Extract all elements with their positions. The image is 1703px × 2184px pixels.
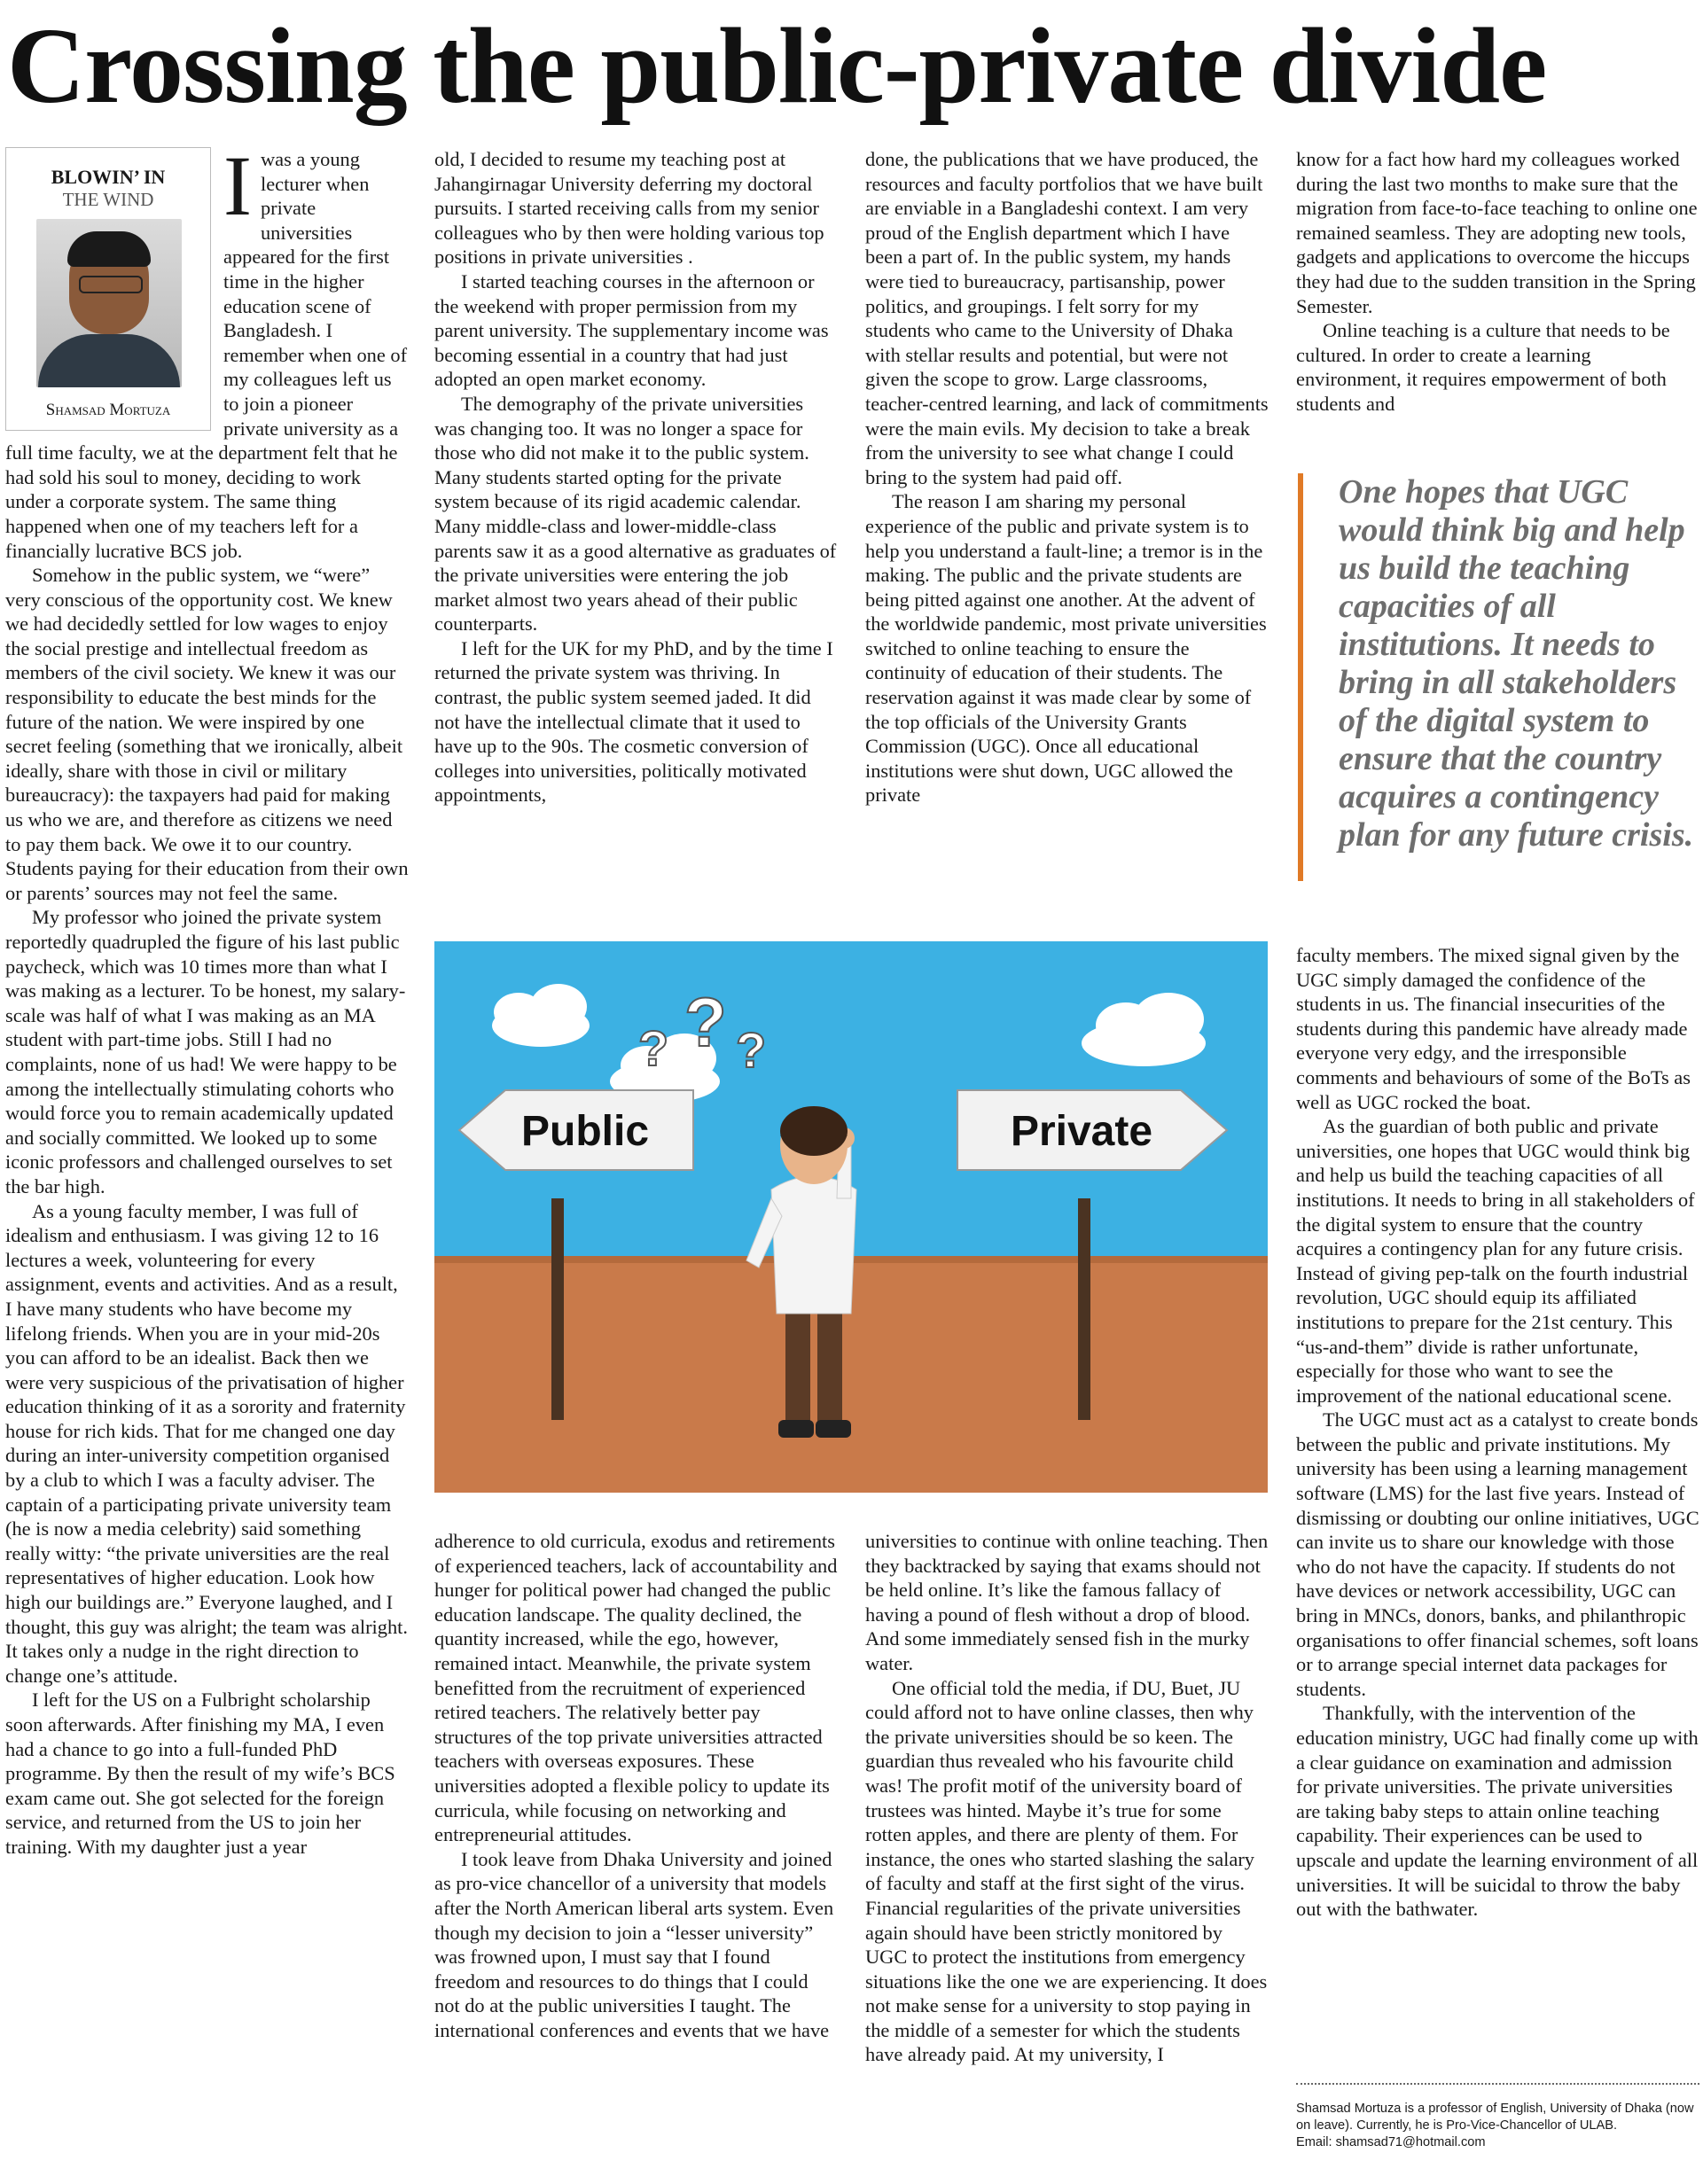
paragraph: The UGC must act as a catalyst to create bonds between the public and private institutions. My university has been using a learning management software (LMS) for the last five years. Instead of dismissing or doubting our online initiatives, UGC can invite us to share our knowledge with those who do not have the capacity. If students do not have devices or network accessibility, UGC can bring in MNCs, donors, banks, and philanthropic organisations to offer financial schemes, soft loans or to arrange special internet data packages for students. [1296, 1408, 1699, 1700]
question-mark-icon: ? [684, 983, 727, 1061]
private-sign-label: Private [1010, 1108, 1153, 1155]
paragraph: I left for the US on a Fulbright scholarship soon afterwards. After finishing my MA, I even had a chance to go into a full-funded PhD programme. By then the result of my wife’s BCS exam came out. She got selected for the foreign service, and returned from the US to join her training. With my daughter just a year [5, 1689, 395, 1858]
author-bio-text: Shamsad Mortuza is a professor of English, University of Dhaka (now on leave). Currently, he is Pro-Vice-Chancellor of ULAB. [1296, 2102, 1694, 2133]
paragraph: adherence to old curricula, exodus and retirements of experienced teachers, lack of accountability and hunger for political power had changed the public education landscape. The quality declined, the quantity increased, while the ego, however, remained intact. Meanwhile, the private system benefitted from the recruitment of experienced retired teachers. The relatively better pay structures of the top private universities attracted teachers with overseas exposures. These universities adopted a flexible policy to update its curricula, while focusing on networking and entrepreneurial attitudes. [434, 1530, 838, 1846]
column-2-top [434, 147, 838, 807]
paragraph: Thankfully, with the intervention of the education ministry, UGC had finally come up with a clear guidance on examination and admission for private universities. The private universities are taking baby steps to attain online teaching capability. Their experiences can be used to upscale and update the learning environment of all universities. It will be suicidal to throw the baby out with the bathwater. [1296, 1702, 1699, 1921]
pull-quote [1298, 473, 1699, 881]
column-title: BLOWIN’ IN [51, 166, 166, 188]
paragraph: The demography of the private universities was changing too. It was no longer a space for those who did not make it to the public system. Many students started opting for the private system because of its rigid academic calendar. Many middle-class and lower-middle-class parents saw it as a good alternative as graduates of the private universities were entering the job market almost two years ahead of their public counterparts. [434, 392, 837, 636]
author-email: Email: shamsad71@hotmail.com [1296, 2135, 1486, 2149]
headline: Crossing the public-private divide [7, 6, 1547, 126]
paragraph: Online teaching is a culture that needs to be cultured. In order to create a learning environment, it requires empowerment of both students and [1296, 319, 1670, 415]
paragraph: done, the publications that we have produced, the resources and faculty portfolios that we have built are enviable in a Bangladeshi context. I am very proud of the English department which I have been a part of. In the public system, my hands were tied to bureaucracy, partisanship, power politics, and groupings. I felt sorry for my students who came to the University of Dhaka with stellar results and potential, but were not given the scope to grow. Large classrooms, teacher-centred learning, and lack of commitments were the main evils. My decision to take a break from the university to see what change I could bring to the system had paid off. [865, 148, 1269, 488]
column-4-bottom [1296, 943, 1699, 1922]
paragraph: I took leave from Dhaka University and joined as pro-vice chancellor of a university that models after the North American liberal arts system. Even though my decision to join a “lesser university” was frowned upon, I must say that I found freedom and resources to do things that I could not do at the public universities I taught. The international conferences and events that we have [434, 1847, 834, 2041]
author-name: Shamsad Mortuza [45, 401, 171, 420]
author-photo [36, 219, 182, 387]
column-2-bottom [434, 1529, 838, 2042]
public-sign-label: Public [520, 1108, 650, 1155]
public-private-illustration [434, 941, 1268, 1493]
paragraph: universities to continue with online teaching. Then they backtracked by saying that exams should not be held online. It’s like the famous fallacy of having a pound of flesh without a drop of blood. And some immediately sensed fish in the murky water. [865, 1530, 1269, 1674]
paragraph: I left for the UK for my PhD, and by the time I returned the private system was thriving. In contrast, the public system seemed jaded. It did not have the intellectual climate that it used to have up to the 90s. The cosmetic conversion of colleges into universities, politically motivated appointments, [434, 636, 833, 807]
column-3-bottom [865, 1529, 1269, 2067]
author-bio [1296, 2083, 1699, 2151]
question-mark-icon: ? [736, 1022, 767, 1078]
paragraph: One official told the media, if DU, Buet, JU could afford not to have online classes, then why the private universities should be so keen. The guardian thus revealed who his favourite child was! The profit motif of the university board of trustees was hinted. Maybe it’s true for some rotten apples, and there are plenty of them. For instance, the ones who started slashing the salary of faculty and staff at the first sight of the virus. Financial regularities of the private universities again should have been strictly monitored by UGC to protect the institutions from emergency situations like the one we are experiencing. It does not make sense for a university to stop paying in the middle of a semester for which the students have already paid. At my university, I [865, 1676, 1268, 2066]
paragraph: faculty members. The mixed signal given by the UGC simply damaged the confidence of the students in us. The financial insecurities of the students during this pandemic have already made everyone very edgy, and the irresponsible comments and behaviours of some of the BoTs as well as UGC rocked the boat. [1296, 944, 1691, 1113]
paragraph: know for a fact how hard my colleagues worked during the last two months to make sure that the migration from face-to-face teaching to online one remained seamless. They are adopting new tools, gadgets and applications to overcome the hiccups they had due to the sudden transition in the Spring Semester. [1296, 148, 1698, 317]
column-subtitle: THE WIND [62, 189, 154, 210]
pull-quote-text: One hopes that UGC would think big and help us build the teaching capacities of all institutions. It needs to bring in all stakeholders of the digital system to ensure that the country acquires a contingency plan for any future crisis. [1339, 473, 1694, 854]
column-1 [5, 138, 409, 2177]
paragraph: The reason I am sharing my personal experience of the public and private system is to help you understand a fault-line; a tremor is in the making. The public and the private students are being pitted against one another. At the advent of the worldwide pandemic, most private universities switched to online teaching to ensure the continuity of education of their students. The reservation against it was made clear by some of the top officials of the University Grants Commission (UGC). Once all educational institutions were shut down, UGC allowed the private [865, 490, 1267, 807]
paragraph: old, I decided to resume my teaching post at Jahangirnagar University deferring my doctoral pursuits. I started receiving calls from my senior colleagues who by then were holding various top positions in private universities . [434, 148, 824, 269]
paragraph: As a young faculty member, I was full of idealism and enthusiasm. I was giving 12 to 16 lectures a week, volunteering for every assignment, events and activities. And as a result, I have many students who have become my lifelong friends. When you are in your mid-20s you can afford to be an idealist. Back then we were very suspicious of the privatisation of higher education thinking of it as a sorority and fraternity house for rich kids. That for me changed one day during an inter-university competition organised by a club to which I was a faculty adviser. The captain of a participating private university team (he is now a media celebrity) said something really witty: “the private universities are the real representatives of higher education. Look how high our buildings are.” Everyone laughed, and I thought, this guy was alright; the team was alright. It takes only a nudge in the right direction to change one’s attitude. [5, 1199, 408, 1687]
column-4-top [1296, 147, 1699, 417]
column-byline-box [5, 147, 211, 431]
paragraph: As the guardian of both public and private universities, one hopes that UGC would think big and help us build the teaching capacities of all institutions. It needs to bring in all stakeholders of the digital system to ensure that the country acquires a contingency plan for any future crisis. Instead of giving pep-talk on the fourth industrial revolution, UGC should equip its affiliated institutions to prepare for the 21st century. This “us-and-them” divide is rather unfortunate, especially for those who want to see the improvement of the national educational scene. [1296, 1115, 1695, 1407]
column-3-top [865, 147, 1269, 807]
drop-cap: I [223, 138, 252, 233]
question-mark-icon: ? [638, 1020, 669, 1076]
paragraph: My professor who joined the private system reportedly quadrupled the figure of his last public paycheck, which was 10 times more than what I was making as a lecturer. To be honest, my salary-scale was half of what I was making as an MA student with part-time jobs. Still I had no complaints, none of us had! We were happy to be among the intellectually stimulating cohorts who would force you to remain academically updated and socially committed. We looked up to some iconic professors and challenged ourselves to set the bar high. [5, 906, 406, 1197]
paragraph: Somehow in the public system, we “were” very conscious of the opportunity cost. We knew we had decidedly settled for low wages to enjoy the social prestige and intellectual freedom as members of the civil society. We knew it was our responsibility to educate the best minds for the future of the nation. We were inspired by one secret feeling (something that we ironically, albeit ideally, share with those in civil or military bureaucracy): the taxpayers had paid for making us who we are, and therefore as citizens we need to pay them back. We owe it to our country. Students paying for their education from their own or parents’ sources may not feel the same. [5, 564, 409, 904]
illustration [434, 941, 1268, 1493]
paragraph: was a young lecturer when private universities appeared for the first time in the higher education scene of Bangladesh. I remember when one of my colleagues left us to join a pioneer private university as a full time faculty, we at the department felt that he had sold his soul to money, deciding to work under a corporate system. The same thing happened when one of my teachers left for a financially lucrative BCS job. [5, 148, 408, 562]
paragraph: I started teaching courses in the afternoon or the weekend with proper permission from my parent university. The supplementary income was becoming essential in a country that had just adopted an open market economy. [434, 269, 829, 391]
